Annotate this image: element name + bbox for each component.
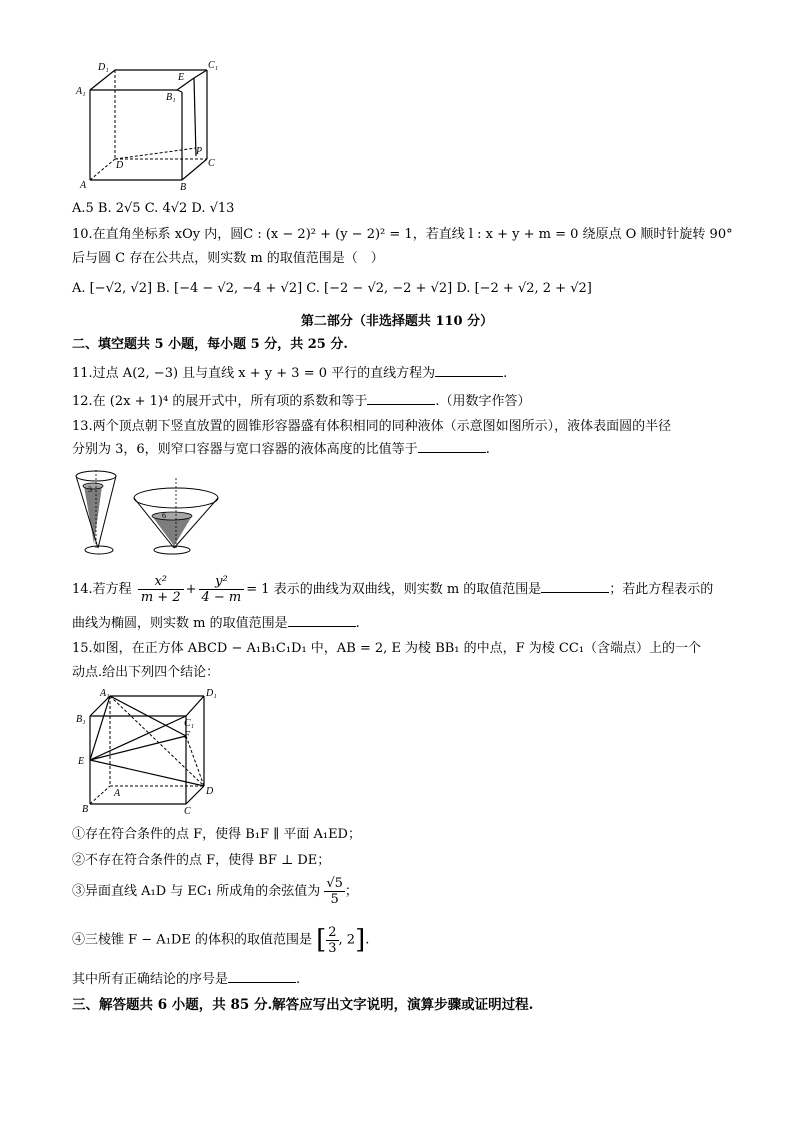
q15-answer-blank[interactable] xyxy=(228,970,296,983)
q15-conclusion-4 xyxy=(72,920,369,960)
q14-line1: 14.若方程 $\frac{\text{x²}}{m + 2}$ + $\frac{\text{y²}}{4 - m}$ = 1 表示的曲线为双曲线，则实数 m 的取值范围是 ；若此方程表示的 xyxy=(72,574,714,605)
q15-answer-end: . xyxy=(296,972,301,987)
q15-label-c: C xyxy=(184,806,191,816)
q11-end: . xyxy=(503,366,508,381)
q15-c3-prefix: ③异面直线 A₁D 与 EC₁ 所成角的余弦值为 xyxy=(72,884,321,899)
q10-options: A. [−√2, √2] B. [−4 − √2, −4 + √2] C. [−2 − √2, −2 + √2] D. [−2 + √2, 2 + √2] xyxy=(72,281,592,296)
q15-c3-end: ； xyxy=(344,884,358,899)
q9-label-d1: D₁ xyxy=(98,62,109,73)
q13-answer-blank[interactable] xyxy=(418,440,486,453)
q13-label-3: 3 xyxy=(88,485,92,494)
q10-line2: 后与圆 C 存在公共点，则实数 m 的取值范围是（ ） xyxy=(72,251,384,266)
q15-c4-frac xyxy=(326,925,338,956)
q12-text: 12.在 (2x + 1)⁴ 的展开式中，所有项的系数和等于 xyxy=(72,394,368,409)
q9-label-b1: B₁ xyxy=(166,92,176,103)
q15-label-a1: A₁ xyxy=(100,688,110,699)
q15-label-d: D xyxy=(206,786,214,797)
q15-line1: 15.如图，在正方体 ABCD − A₁B₁C₁D₁ 中，AB = 2, E 为棱 BB₁ 的中点，F 为棱 CC₁（含端点）上的一个 xyxy=(72,641,702,656)
q14-end: . xyxy=(355,616,360,631)
q13-line1: 13.两个顶点朝下竖直放置的圆锥形容器盛有体积相同的同种液体（示意图如图所示），液体表面圆的半径 xyxy=(72,419,672,434)
q9-label-p: P xyxy=(196,146,203,157)
q11-text: 11.过点 A(2, −3) 且与直线 x + y + 3 = 0 平行的直线方程为 xyxy=(72,366,436,381)
q14-middle: = 1 表示的曲线为双曲线，则实数 m 的取值范围是 xyxy=(246,582,542,597)
q10-line1: 10.在直角坐标系 xOy 内，圆C : (x − 2)² + (y − 2)² = 1，若直线 l : x + y + m = 0 绕原点 O 顺时针旋转 90° xyxy=(72,227,733,242)
q15-c3-frac xyxy=(324,876,345,907)
q15-conclusion-3 xyxy=(72,874,358,910)
q9-label-b: B xyxy=(180,182,187,193)
section3-title: 三、解答题共 6 小题，共 85 分.解答应写出文字说明，演算步骤或证明过程. xyxy=(72,997,534,1013)
q14-frac1-num: x² xyxy=(138,574,184,590)
q9-label-a: A xyxy=(80,180,87,191)
q9-label-c1: C₁ xyxy=(208,60,219,71)
q15-c4-prefix: ④三棱锥 F − A₁DE 的体积的取值范围是 xyxy=(72,932,312,948)
q12 xyxy=(72,392,530,411)
q9-label-a1: A₁ xyxy=(76,86,86,97)
q14-answer-blank-2[interactable] xyxy=(288,614,356,627)
q15-label-a: A xyxy=(114,788,121,799)
q13-label-6: 6 xyxy=(162,511,166,520)
q12-end: .（用数字作答） xyxy=(435,394,531,409)
q14-frac1 xyxy=(138,574,184,605)
q13-line2 xyxy=(72,440,490,459)
q15-answer xyxy=(72,970,300,989)
q15-c4-left-bracket: [ xyxy=(316,925,327,955)
q9-label-c: C xyxy=(208,158,215,169)
q14-line2-text: 曲线为椭圆，则实数 m 的取值范围是 xyxy=(72,616,288,631)
q15-label-d1: D₁ xyxy=(206,688,217,699)
section2-title: 二、填空题共 5 小题，每小题 5 分，共 25 分. xyxy=(72,337,348,352)
q9-label-e: E xyxy=(178,72,185,83)
q14-frac2 xyxy=(199,574,245,605)
q9-options: A.5 B. 2√5 C. 4√2 D. √13 xyxy=(72,201,235,216)
q15-conclusion-1: ①存在符合条件的点 F，使得 B₁F ∥ 平面 A₁ED； xyxy=(72,827,361,842)
q9-prism-figure xyxy=(74,56,224,196)
q9-label-d: D xyxy=(116,160,124,171)
q15-label-f: F xyxy=(184,730,191,741)
q12-answer-blank[interactable] xyxy=(367,392,435,405)
q15-c4-after: , 2 xyxy=(338,932,356,948)
q15-cube-figure xyxy=(74,686,224,816)
q14-frac2-num: y² xyxy=(199,574,245,590)
q14-answer-blank-1[interactable] xyxy=(541,580,609,593)
q15-answer-text: 其中所有正确结论的序号是 xyxy=(72,972,229,987)
q13-text: 分别为 3，6，则窄口容器与宽口容器的液体高度的比值等于 xyxy=(72,442,418,457)
q15-c4-den: 3 xyxy=(328,940,337,956)
q15-conclusion-2: ②不存在符合条件的点 F，使得 BF ⊥ DE； xyxy=(72,853,331,868)
q15-c4-right-bracket: ] xyxy=(355,925,366,955)
q15-label-e: E xyxy=(78,756,85,767)
q15-c3-num: √5 xyxy=(326,876,343,891)
q15-line2: 动点.给出下列四个结论： xyxy=(72,665,220,680)
q14-line2 xyxy=(72,614,360,633)
q15-c4-num: 2 xyxy=(328,924,337,940)
q14-after-blank: ；若此方程表示的 xyxy=(609,582,714,597)
q14-frac1-den: m + 2 xyxy=(140,590,181,605)
q13-end: . xyxy=(485,442,490,457)
q15-label-b1: B₁ xyxy=(76,714,86,725)
q15-c3-den: 5 xyxy=(330,892,339,907)
q11 xyxy=(72,364,507,383)
q15-label-c1: C₁ xyxy=(184,718,195,729)
q13-cones-figure xyxy=(72,468,232,560)
q11-answer-blank[interactable] xyxy=(435,364,503,377)
q15-c4-end: . xyxy=(365,932,370,948)
q15-label-b: B xyxy=(82,804,89,815)
part2-title: 第二部分（非选择题共 110 分） xyxy=(300,314,494,329)
q14-prefix: 14.若方程 xyxy=(72,582,132,597)
q14-frac2-den: 4 − m xyxy=(201,590,242,605)
